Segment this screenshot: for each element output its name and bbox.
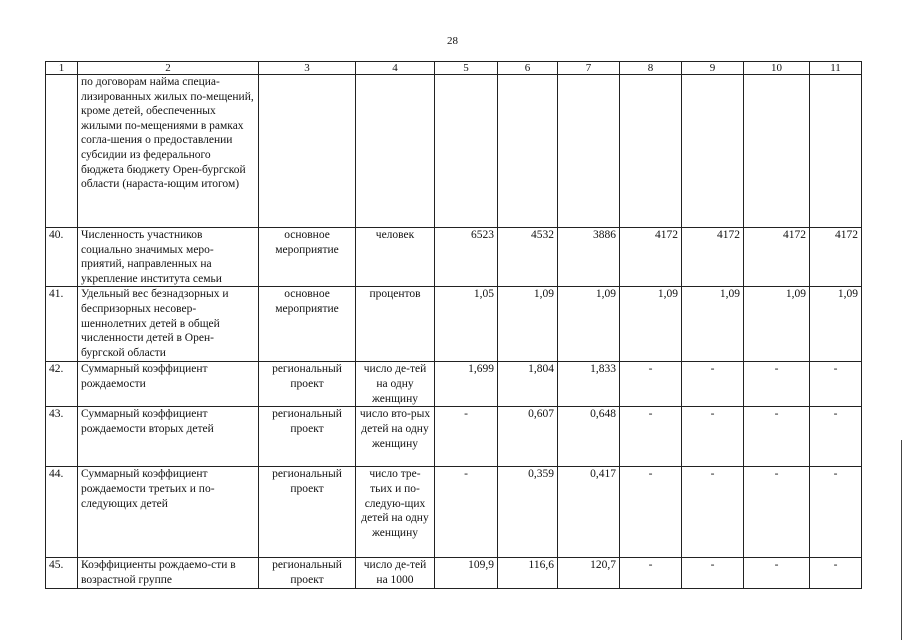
table-row bbox=[46, 287, 862, 362]
scan-edge-line bbox=[901, 440, 902, 640]
unit: число де-тей на 1000 bbox=[356, 558, 435, 588]
indicator-type: основное мероприятие bbox=[259, 228, 356, 287]
table-row bbox=[46, 228, 862, 287]
indicator-name: Суммарный коэффициент рождаемости третьих и по-следующих детей bbox=[78, 467, 259, 558]
value-cell: - bbox=[682, 467, 744, 558]
row-number: 40. bbox=[46, 228, 78, 287]
col-header: 9 bbox=[682, 62, 744, 75]
table-row bbox=[46, 467, 862, 558]
col-header: 2 bbox=[78, 62, 259, 75]
indicator-type: региональный проект bbox=[259, 407, 356, 467]
value-cell: 1,833 bbox=[558, 362, 620, 407]
value-cell: 1,05 bbox=[435, 287, 498, 362]
unit: число де-тей на одну женщину bbox=[356, 362, 435, 407]
value-cell: - bbox=[810, 558, 862, 588]
value-cell: 1,699 bbox=[435, 362, 498, 407]
value-cell: - bbox=[810, 407, 862, 467]
indicator-name: Коэффициенты рождаемо-сти в возрастной группе bbox=[78, 558, 259, 588]
indicator-type bbox=[259, 75, 356, 228]
indicator-name: Суммарный коэффициент рождаемости вторых детей bbox=[78, 407, 259, 467]
indicator-name: по договорам найма специа-лизированных жилых по-мещений, кроме детей, обеспеченных жилыми по-мещениями в рамках согла-шения о предоставлении субсидии из федерального бюджета бюджету Орен-бургской области (нараста-ющим итогом) bbox=[78, 75, 259, 228]
unit bbox=[356, 75, 435, 228]
indicator-name: Удельный вес безнадзорных и беспризорных несовер-шеннолетних детей в общей численности детей в Орен-бургской области bbox=[78, 287, 259, 362]
table-header-row bbox=[46, 62, 862, 75]
value-cell: 1,804 bbox=[498, 362, 558, 407]
value-cell: 1,09 bbox=[498, 287, 558, 362]
value-cell bbox=[810, 75, 862, 228]
value-cell: - bbox=[435, 467, 498, 558]
value-cell: 6523 bbox=[435, 228, 498, 287]
col-header: 1 bbox=[46, 62, 78, 75]
value-cell: - bbox=[620, 362, 682, 407]
value-cell: - bbox=[620, 407, 682, 467]
indicators-table bbox=[45, 61, 862, 589]
value-cell: - bbox=[682, 407, 744, 467]
col-header: 6 bbox=[498, 62, 558, 75]
unit: число тре-тьих и по-следую-щих детей на одну женщину bbox=[356, 467, 435, 558]
value-cell: - bbox=[744, 558, 810, 588]
value-cell bbox=[498, 75, 558, 228]
value-cell: - bbox=[682, 362, 744, 407]
indicator-type: основное мероприятие bbox=[259, 287, 356, 362]
col-header: 3 bbox=[259, 62, 356, 75]
value-cell: 1,09 bbox=[682, 287, 744, 362]
table-row bbox=[46, 75, 862, 228]
value-cell: 4532 bbox=[498, 228, 558, 287]
col-header: 11 bbox=[810, 62, 862, 75]
value-cell bbox=[682, 75, 744, 228]
value-cell: 109,9 bbox=[435, 558, 498, 588]
value-cell bbox=[620, 75, 682, 228]
value-cell: - bbox=[744, 362, 810, 407]
indicator-type: региональный проект bbox=[259, 558, 356, 588]
value-cell: 0,607 bbox=[498, 407, 558, 467]
indicator-name: Численность участников социально значимых меро-приятий, направленных на укрепление института семьи bbox=[78, 228, 259, 287]
value-cell: 116,6 bbox=[498, 558, 558, 588]
value-cell: 4172 bbox=[682, 228, 744, 287]
value-cell: - bbox=[620, 467, 682, 558]
value-cell: - bbox=[810, 362, 862, 407]
value-cell: 1,09 bbox=[620, 287, 682, 362]
value-cell bbox=[744, 75, 810, 228]
indicator-name: Суммарный коэффициент рождаемости bbox=[78, 362, 259, 407]
row-number: 42. bbox=[46, 362, 78, 407]
value-cell: 1,09 bbox=[744, 287, 810, 362]
value-cell bbox=[558, 75, 620, 228]
value-cell: 0,648 bbox=[558, 407, 620, 467]
row-number bbox=[46, 75, 78, 228]
value-cell: 1,09 bbox=[810, 287, 862, 362]
table-row bbox=[46, 558, 862, 588]
value-cell bbox=[435, 75, 498, 228]
value-cell: 4172 bbox=[620, 228, 682, 287]
value-cell: - bbox=[620, 558, 682, 588]
value-cell: - bbox=[435, 407, 498, 467]
indicator-type: региональный проект bbox=[259, 467, 356, 558]
unit: процентов bbox=[356, 287, 435, 362]
value-cell: - bbox=[744, 407, 810, 467]
value-cell: - bbox=[682, 558, 744, 588]
value-cell: 0,417 bbox=[558, 467, 620, 558]
unit: число вто-рых детей на одну женщину bbox=[356, 407, 435, 467]
value-cell: - bbox=[810, 467, 862, 558]
value-cell: 4172 bbox=[810, 228, 862, 287]
table-row bbox=[46, 362, 862, 407]
indicator-type: региональный проект bbox=[259, 362, 356, 407]
row-number: 44. bbox=[46, 467, 78, 558]
row-number: 45. bbox=[46, 558, 78, 588]
col-header: 8 bbox=[620, 62, 682, 75]
value-cell: 1,09 bbox=[558, 287, 620, 362]
page-number: 28 bbox=[447, 35, 458, 47]
value-cell: 0,359 bbox=[498, 467, 558, 558]
table-row bbox=[46, 407, 862, 467]
unit: человек bbox=[356, 228, 435, 287]
row-number: 41. bbox=[46, 287, 78, 362]
value-cell: - bbox=[744, 467, 810, 558]
value-cell: 3886 bbox=[558, 228, 620, 287]
col-header: 5 bbox=[435, 62, 498, 75]
row-number: 43. bbox=[46, 407, 78, 467]
col-header: 4 bbox=[356, 62, 435, 75]
col-header: 7 bbox=[558, 62, 620, 75]
col-header: 10 bbox=[744, 62, 810, 75]
value-cell: 4172 bbox=[744, 228, 810, 287]
value-cell: 120,7 bbox=[558, 558, 620, 588]
